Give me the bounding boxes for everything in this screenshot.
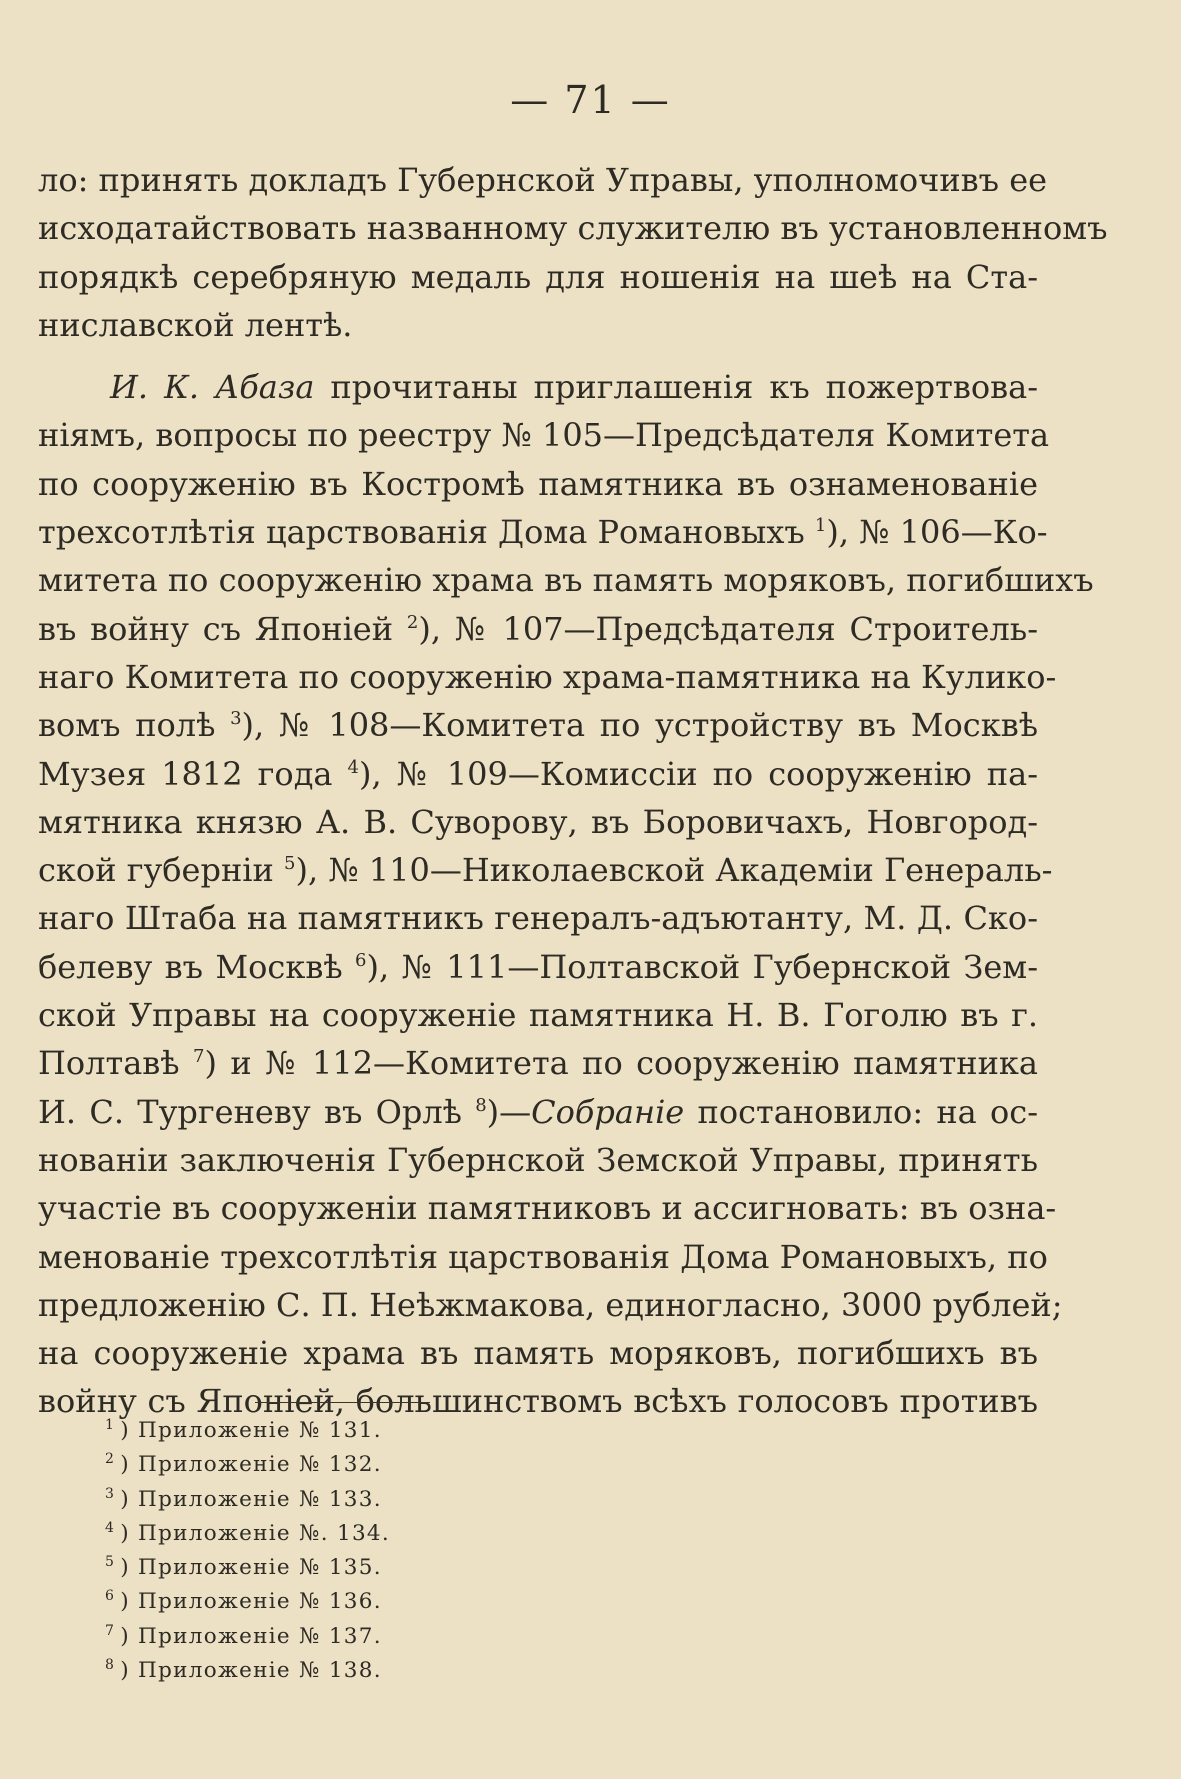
paragraph-2 xyxy=(38,363,1094,1426)
body-text xyxy=(38,156,1108,1426)
text-line: митета по сооруженію храма въ память моряковъ, погибшихъ xyxy=(38,561,1094,600)
footnote-ref: 1 xyxy=(814,515,827,537)
footnote: $^3$ ) Приложеніе № 133. xyxy=(105,1485,382,1512)
footnote: $^8$ ) Приложеніе № 138. xyxy=(105,1657,382,1684)
text-line: белеву въ Москвѣ $^6$), № 111—Полтавской Губернской Зем- xyxy=(38,947,1039,986)
text-line xyxy=(38,363,1038,411)
text-line: ской Управы на сооруженіе памятника Н. В. Гоголю въ г. xyxy=(38,996,1038,1035)
footnote-ref: 3 xyxy=(230,708,242,730)
footnote: $^5$ ) Приложеніе № 135. xyxy=(105,1554,382,1581)
text-line: вомъ полѣ $^3$), № 108—Комитета по устройству въ Москвѣ xyxy=(38,706,1038,745)
footnote: $^7$ ) Приложеніе № 137. xyxy=(105,1622,382,1649)
footnote-ref: 7 xyxy=(193,1046,205,1068)
text-line: войну съ Японіей, большинствомъ всѣхъ голосовъ противъ xyxy=(38,1382,1038,1421)
footnote-ref: 8 xyxy=(475,1094,487,1116)
footnote: $^6$ ) Приложеніе № 136. xyxy=(105,1588,382,1615)
footnote-ref: 5 xyxy=(284,853,296,875)
text-line: ло: принять докладъ Губернской Управы, уполномочивъ ее xyxy=(38,161,1048,199)
text-line: мятника князю А. В. Суворову, въ Боровичахъ, Новгород- xyxy=(38,802,1038,841)
page-number: — 71 — xyxy=(510,78,671,122)
text-line: на сооруженіе храма въ память моряковъ, погибшихъ въ xyxy=(38,1334,1038,1373)
text-line: исходатайствовать названному служителю въ установленномъ xyxy=(38,209,1108,248)
speaker-name: И. К. Абаза xyxy=(110,368,315,407)
text-line: Полтавѣ $^7$) и № 112—Комитета по сооруженію памятника xyxy=(38,1044,1039,1083)
text-line: по сооруженію въ Костромѣ памятника въ ознаменованіе xyxy=(38,464,1038,503)
footnote-divider xyxy=(255,1402,430,1403)
text-line: предложенію С. П. Неѣжмакова, единогласно, 3000 рублей; xyxy=(38,1285,1063,1324)
text-line: менованіе трехсотлѣтія царствованія Дома Романовыхъ, по xyxy=(38,1237,1048,1276)
text-line: трехсотлѣтія царствованія Дома Романовыхъ $^1$), № 106—Ко- xyxy=(38,513,1048,552)
text-line: наго Штаба на памятникъ генералъ-адъютанту, М. Д. Ско- xyxy=(38,899,1038,938)
text-line: участіе въ сооруженіи памятниковъ и ассигновать: въ озна- xyxy=(38,1189,1057,1228)
footnote: $^4$ ) Приложеніе №. 134. xyxy=(105,1519,391,1546)
footnote-ref: 6 xyxy=(355,949,367,971)
text-line: ніямъ, вопросы по реестру № 105—Предсѣдателя Комитета xyxy=(38,416,1050,455)
text-line: наго Комитета по сооруженію храма-памятника на Кулико- xyxy=(38,657,1057,696)
text-line: Музея 1812 года $^4$), № 109—Комиссіи по сооруженію па- xyxy=(38,754,1039,793)
footnote: $^2$ ) Приложеніе № 132. xyxy=(105,1451,382,1478)
text-line: въ войну съ Японіей $^2$), № 107—Предсѣдателя Строитель- xyxy=(38,609,1039,648)
footnote-ref: 4 xyxy=(347,756,359,778)
text-line: нованіи заключенія Губернской Земской Управы, принять xyxy=(38,1140,1038,1179)
paragraph-1 xyxy=(38,156,1108,349)
footnotes xyxy=(105,1414,605,1688)
text-line: И. С. Тургеневу въ Орлѣ $^8$)—Собраніе постановило: на ос- xyxy=(38,1092,1039,1131)
footnote-ref: 2 xyxy=(406,611,419,633)
footnote: $^1$ ) Приложеніе № 131. xyxy=(105,1417,382,1443)
line-text: прочитаны приглашенія къ пожертвова- xyxy=(330,368,1039,407)
text-line: ской губерніи $^5$), № 110—Николаевской Академіи Генераль- xyxy=(38,851,1053,890)
assembly-name: Собраніе xyxy=(531,1092,685,1131)
text-line: порядкѣ серебряную медаль для ношенія на шеѣ на Ста- xyxy=(38,257,1038,296)
text-line: ниславской лентѣ. xyxy=(38,305,353,344)
